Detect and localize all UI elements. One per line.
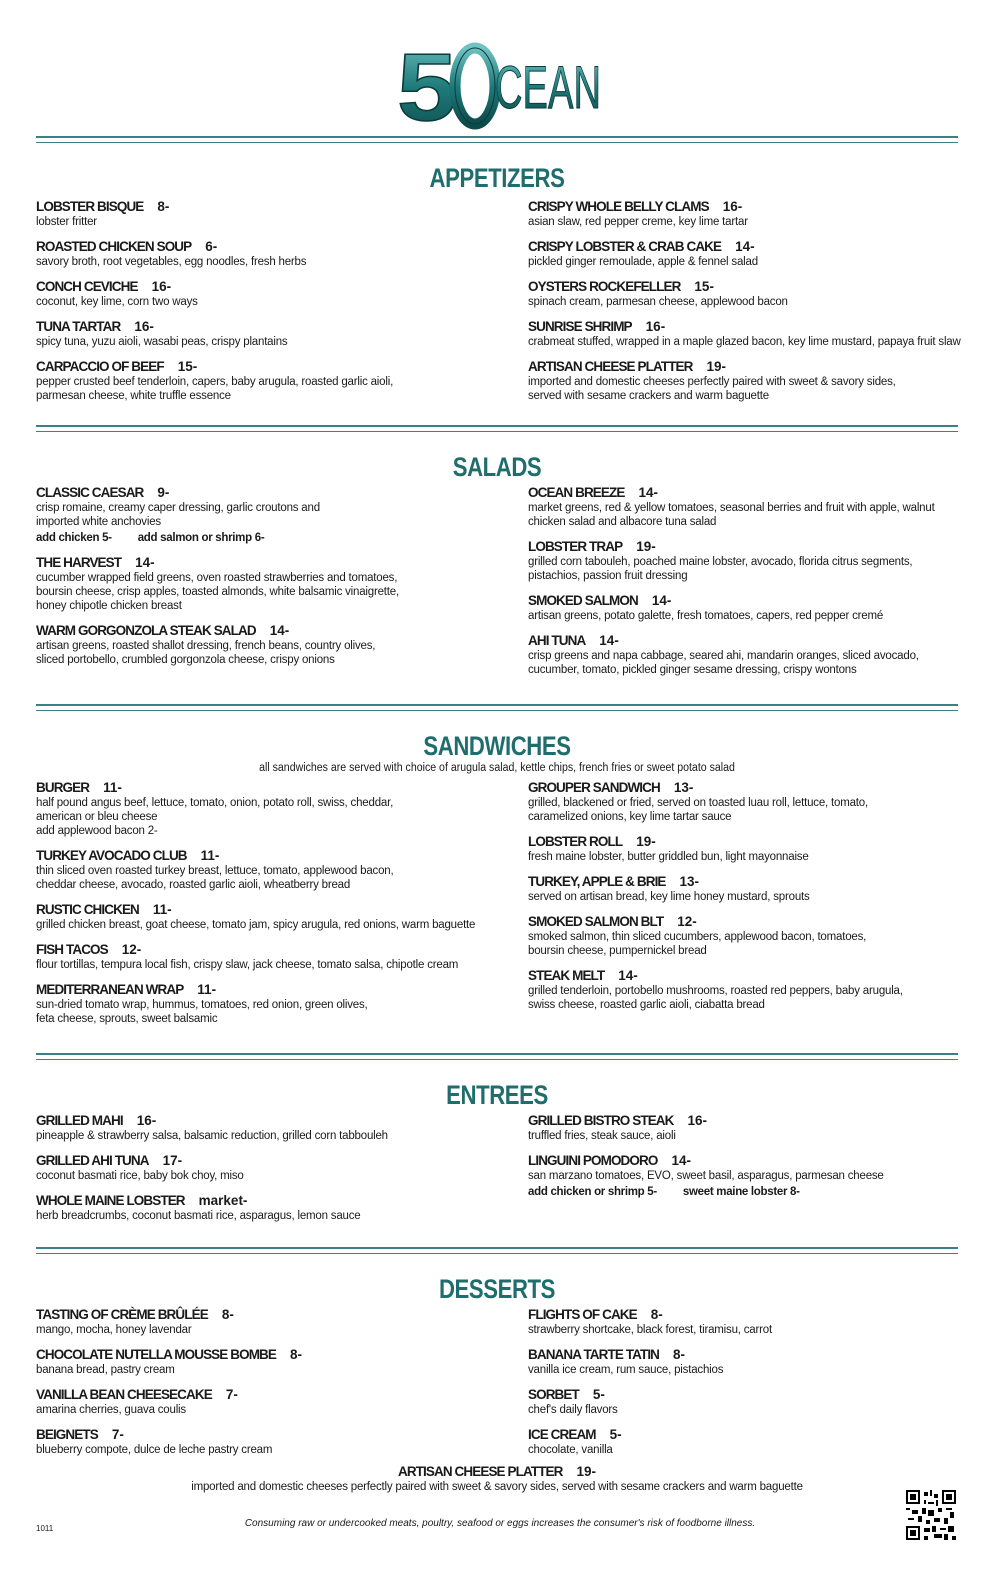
item-price: 13- [673, 780, 694, 795]
item-price: 14- [269, 623, 290, 638]
item-description: smoked salmon, thin sliced cucumbers, applewood bacon, tomatoes, boursin cheese, pumpernickel bread [528, 931, 867, 957]
item-name: TASTING OF CRÈME BRÛLÉE [36, 1307, 208, 1322]
menu-item [36, 1193, 476, 1223]
addon-option: sweet maine lobster 8- [682, 1186, 800, 1198]
item-name: RUSTIC CHICKEN [36, 902, 139, 917]
item-name: TURKEY AVOCADO CLUB [36, 848, 187, 863]
item-addons [36, 531, 476, 545]
item-header [36, 1387, 476, 1403]
item-name: WARM GORGONZOLA STEAK SALAD [36, 623, 256, 638]
menu-item [36, 982, 476, 1026]
item-price: 14- [671, 1153, 691, 1168]
item-header [528, 1387, 968, 1403]
item-description: grilled corn tabouleh, poached maine lobster, avocado, florida citrus segments, pistachios, passion fruit dressing [528, 556, 913, 582]
item-name: LOBSTER TRAP [528, 539, 623, 554]
item-header [36, 239, 476, 255]
menu-item [36, 902, 476, 932]
item-description: san marzano tomatoes, EVO, sweet basil, asparagus, parmesan cheese [528, 1170, 884, 1182]
item-header [528, 279, 968, 295]
item-name: WHOLE MAINE LOBSTER [36, 1193, 185, 1208]
section-title: APPETIZERS [429, 163, 565, 193]
item-price: market- [198, 1193, 248, 1208]
item-price: 6- [205, 239, 218, 254]
addon-option: add chicken 5- [36, 532, 112, 544]
appetizers-left-column [36, 199, 476, 413]
item-price: 17- [162, 1153, 183, 1168]
menu-item [36, 485, 476, 545]
item-price: 16- [134, 319, 154, 334]
menu-item [36, 199, 476, 229]
item-header [528, 539, 968, 555]
item-header [36, 982, 476, 998]
item-header [528, 239, 968, 255]
item-name: OYSTERS ROCKEFELLER [528, 279, 681, 294]
section-divider [36, 704, 958, 711]
item-name: CRISPY WHOLE BELLY CLAMS [528, 199, 709, 214]
item-name: GRILLED MAHI [36, 1113, 123, 1128]
item-header [528, 1347, 968, 1363]
item-description: mango, mocha, honey lavendar [36, 1324, 192, 1336]
desserts-right-column [528, 1307, 968, 1467]
menu-item [528, 1387, 968, 1417]
menu-item [528, 1153, 968, 1199]
item-header [528, 834, 968, 850]
item-name: BEIGNETS [36, 1427, 98, 1442]
item-name: SMOKED SALMON [528, 593, 638, 608]
menu-item [36, 623, 476, 667]
svg-text:5: 5 [397, 34, 457, 141]
item-price: 16- [645, 319, 666, 334]
item-name: BURGER [36, 780, 90, 795]
item-addons [528, 1185, 968, 1199]
section-note: all sandwiches are served with choice of arugula salad, kettle chips, french fries or sweet potato salad [259, 762, 735, 774]
item-price: 7- [111, 1427, 124, 1442]
item-description: amarina cherries, guava coulis [36, 1404, 186, 1416]
item-price: 9- [157, 485, 170, 500]
item-name: SUNRISE SHRIMP [528, 319, 632, 334]
logo-image [395, 28, 605, 141]
menu-item [528, 1347, 968, 1377]
menu-item [36, 1387, 476, 1417]
item-header [36, 1307, 476, 1323]
item-name: GRILLED AHI TUNA [36, 1153, 149, 1168]
item-description: flour tortillas, tempura local fish, crispy slaw, jack cheese, tomato salsa, chipotle cream [36, 959, 459, 971]
item-price: 11- [197, 982, 217, 997]
svg-text:CEAN: CEAN [495, 54, 601, 121]
menu-item [528, 319, 968, 349]
item-description: imported and domestic cheeses perfectly paired with sweet & savory sides, served with sesame crackers and warm baguette [191, 1481, 803, 1493]
item-price: 8- [221, 1307, 234, 1322]
menu-item [36, 359, 476, 403]
item-header [528, 1153, 968, 1169]
item-name: TUNA TARTAR [36, 319, 121, 334]
item-header [36, 942, 476, 958]
item-price: 5- [609, 1427, 622, 1442]
item-name: BANANA TARTE TATIN [528, 1347, 660, 1362]
section-title: SANDWICHES [423, 731, 571, 761]
item-price: 14- [651, 593, 672, 608]
item-description: pickled ginger remoulade, apple & fennel salad [528, 256, 758, 268]
item-header [36, 1464, 958, 1480]
menu-item [528, 914, 968, 958]
desserts-left-column [36, 1307, 476, 1467]
item-price: 19- [636, 834, 656, 849]
menu-item [36, 780, 476, 838]
item-description: vanilla ice cream, rum sauce, pistachios [528, 1364, 724, 1376]
item-header [528, 1307, 968, 1323]
item-price: 8- [673, 1347, 686, 1362]
item-header [528, 199, 968, 215]
sandwiches-left-column [36, 780, 476, 1036]
item-header [528, 593, 968, 609]
item-header [528, 874, 968, 890]
item-price: 11- [103, 780, 122, 795]
item-name: LOBSTER BISQUE [36, 199, 144, 214]
item-name: CHOCOLATE NUTELLA MOUSSE BOMBE [36, 1347, 276, 1362]
item-header [36, 780, 476, 796]
salads-right-column [528, 485, 968, 687]
item-name: VANILLA BEAN CHEESECAKE [36, 1387, 212, 1402]
menu-item [36, 848, 476, 892]
menu-item [36, 555, 476, 613]
item-description: pineapple & strawberry salsa, balsamic reduction, grilled corn tabbouleh [36, 1130, 388, 1142]
item-header [36, 1427, 476, 1443]
item-price: 14- [618, 968, 638, 983]
sandwiches-section [36, 704, 958, 1025]
item-description: lobster fritter [36, 216, 97, 228]
item-name: GRILLED BISTRO STEAK [528, 1113, 674, 1128]
item-price: 12- [121, 942, 142, 957]
desserts-section [36, 1247, 958, 1493]
item-description: crisp romaine, creamy caper dressing, garlic croutons and imported white anchovies [36, 502, 320, 528]
item-price: 16- [687, 1113, 708, 1128]
item-header [36, 623, 476, 639]
item-price: 14- [735, 239, 755, 254]
item-price: 15- [694, 279, 714, 294]
item-name: STEAK MELT [528, 968, 605, 983]
item-name: CLASSIC CAESAR [36, 485, 144, 500]
menu-item [36, 1307, 476, 1337]
item-header [528, 1427, 968, 1443]
item-description: thin sliced oven roasted turkey breast, lettuce, tomato, applewood bacon, cheddar cheese, avocado, roasted garlic aioli, wheatberry bread [36, 865, 394, 891]
item-price: 8- [290, 1347, 303, 1362]
item-header [528, 780, 968, 796]
menu-item [528, 239, 968, 269]
section-title: DESSERTS [438, 1274, 556, 1304]
section-divider [36, 136, 958, 143]
menu-item [528, 359, 968, 403]
item-name: FISH TACOS [36, 942, 108, 957]
addon-option: add chicken or shrimp 5- [528, 1186, 657, 1198]
item-header [528, 485, 968, 501]
item-header [36, 555, 476, 571]
item-description: chocolate, vanilla [528, 1444, 613, 1456]
item-name: CONCH CEVICHE [36, 279, 138, 294]
item-price: 5- [592, 1387, 605, 1402]
item-header [36, 279, 476, 295]
section-divider [36, 1053, 958, 1060]
item-description: artisan greens, roasted shallot dressing, french beans, country olives, sliced portobello, crumbled gorgonzola cheese, crispy onions [36, 640, 376, 666]
item-price: 15- [177, 359, 198, 374]
item-name: LINGUINI POMODORO [528, 1153, 658, 1168]
item-header [36, 359, 476, 375]
item-description: crabmeat stuffed, wrapped in a maple glazed bacon, key lime mustard, papaya fruit slaw [528, 336, 961, 348]
item-header [36, 485, 476, 501]
item-description: market greens, red & yellow tomatoes, seasonal berries and fruit with apple, walnut chicken salad and albacore tuna salad [528, 502, 935, 528]
menu-item [528, 834, 968, 864]
item-price: 12- [677, 914, 697, 929]
item-name: GROUPER SANDWICH [528, 780, 660, 795]
sandwiches-right-column [528, 780, 968, 1022]
item-header [36, 1153, 476, 1169]
item-description: served on artisan bread, key lime honey mustard, sprouts [528, 891, 810, 903]
item-description: crisp greens and napa cabbage, seared ahi, mandarin oranges, sliced avocado, cucumber, tomato, pickled ginger sesame dressing, crispy wontons [528, 650, 919, 676]
menu-item [36, 279, 476, 309]
menu-item [36, 1347, 476, 1377]
menu-item [36, 942, 476, 972]
item-price: 11- [152, 902, 172, 917]
item-description: grilled, blackened or fried, served on toasted luau roll, lettuce, tomato, caramelized onions, key lime tartar sauce [528, 797, 868, 823]
menu-item [528, 968, 968, 1012]
item-name: AHI TUNA [528, 633, 586, 648]
item-name: LOBSTER ROLL [528, 834, 623, 849]
entrees-right-column [528, 1113, 968, 1209]
item-price: 19- [636, 539, 656, 554]
item-name: TURKEY, APPLE & BRIE [528, 874, 666, 889]
item-description: coconut, key lime, corn two ways [36, 296, 198, 308]
item-description: imported and domestic cheeses perfectly paired with sweet & savory sides, served with sesame crackers and warm baguette [528, 376, 896, 402]
item-price: 7- [225, 1387, 238, 1402]
menu-item [528, 279, 968, 309]
menu-item [36, 1427, 476, 1457]
entrees-section [36, 1053, 958, 1222]
menu-item-featured [36, 1464, 958, 1494]
item-header [36, 319, 476, 335]
appetizers-section [36, 136, 961, 402]
item-header [36, 1193, 476, 1209]
section-title: ENTREES [446, 1080, 548, 1110]
item-header [36, 902, 476, 918]
menu-item [528, 199, 968, 229]
item-price: 8- [157, 199, 170, 214]
item-header [36, 1347, 476, 1363]
menu-item [528, 485, 968, 529]
menu-item [36, 239, 476, 269]
menu-item [36, 1113, 476, 1143]
section-divider [36, 1247, 958, 1254]
item-name: OCEAN BREEZE [528, 485, 625, 500]
salads-section [36, 425, 958, 676]
item-description: grilled tenderloin, portobello mushrooms, roasted red peppers, baby arugula, swiss cheese, roasted garlic aioli, ciabatta bread [528, 985, 903, 1011]
item-name: MEDITERRANEAN WRAP [36, 982, 184, 997]
item-header [528, 914, 968, 930]
item-description: sun-dried tomato wrap, hummus, tomatoes, red onion, green olives, feta cheese, sprouts, sweet balsamic [36, 999, 368, 1025]
item-description: half pound angus beef, lettuce, tomato, onion, potato roll, swiss, cheddar, american or bleu cheese add applewood bacon 2- [36, 797, 394, 837]
item-price: 14- [638, 485, 658, 500]
item-description: spinach cream, parmesan cheese, applewood bacon [528, 296, 788, 308]
section-title: SALADS [452, 452, 542, 482]
menu-item [528, 1307, 968, 1337]
item-name: ARTISAN CHEESE PLATTER [398, 1464, 563, 1479]
item-name: CARPACCIO OF BEEF [36, 359, 164, 374]
item-price: 16- [151, 279, 172, 294]
item-name: SORBET [528, 1387, 579, 1402]
item-price: 16- [136, 1113, 157, 1128]
item-description: truffled fries, steak sauce, aioli [528, 1130, 676, 1142]
salads-left-column [36, 485, 476, 677]
menu-item [528, 539, 968, 583]
item-header [528, 1113, 968, 1129]
item-header [528, 359, 968, 375]
item-description: pepper crusted beef tenderloin, capers, baby arugula, roasted garlic aioli, parmesan cheese, white truffle essence [36, 376, 394, 402]
item-name: ICE CREAM [528, 1427, 596, 1442]
item-header [528, 968, 968, 984]
item-header [36, 1113, 476, 1129]
qr-code-icon[interactable] [906, 1490, 956, 1540]
item-name: ROASTED CHICKEN SOUP [36, 239, 192, 254]
section-divider [36, 425, 958, 432]
menu-item [528, 874, 968, 904]
item-description: savory broth, root vegetables, egg noodles, fresh herbs [36, 256, 307, 268]
item-price: 19- [706, 359, 726, 374]
item-description: artisan greens, potato galette, fresh tomatoes, capers, red pepper cremé [528, 610, 884, 622]
item-header [528, 319, 968, 335]
item-name: ARTISAN CHEESE PLATTER [528, 359, 693, 374]
item-header [36, 199, 476, 215]
menu-item [528, 1113, 968, 1143]
item-name: SMOKED SALMON BLT [528, 914, 664, 929]
item-description: blueberry compote, dulce de leche pastry cream [36, 1444, 273, 1456]
appetizers-right-column [528, 199, 968, 413]
item-description: strawberry shortcake, black forest, tiramisu, carrot [528, 1324, 772, 1336]
item-description: chef's daily flavors [528, 1404, 618, 1416]
menu-item [36, 319, 476, 349]
entrees-left-column [36, 1113, 476, 1233]
item-description: coconut basmati rice, baby bok choy, miso [36, 1170, 244, 1182]
item-header [36, 848, 476, 864]
logo [0, 28, 1000, 141]
item-name: CRISPY LOBSTER & CRAB CAKE [528, 239, 722, 254]
menu-item [528, 1427, 968, 1457]
item-price: 14- [135, 555, 155, 570]
item-price: 8- [650, 1307, 663, 1322]
menu-item [528, 780, 968, 824]
item-description: cucumber wrapped field greens, oven roasted strawberries and tomatoes, boursin cheese, crisp apples, toasted almonds, white balsamic vinaigrette, honey chipotle chicken breast [36, 572, 399, 612]
menu-code: 1011 [36, 1524, 54, 1533]
item-description: grilled chicken breast, goat cheese, tomato jam, spicy arugula, red onions, warm baguette [36, 919, 476, 931]
item-description: banana bread, pastry cream [36, 1364, 175, 1376]
item-price: 19- [576, 1464, 596, 1479]
addon-option: add salmon or shrimp 6- [137, 532, 265, 544]
item-price: 14- [599, 633, 619, 648]
item-description: spicy tuna, yuzu aioli, wasabi peas, crispy plantains [36, 336, 288, 348]
menu-item [36, 1153, 476, 1183]
item-description: herb breadcrumbs, coconut basmati rice, asparagus, lemon sauce [36, 1210, 361, 1222]
item-header [528, 633, 968, 649]
menu-item [528, 633, 968, 677]
item-price: 16- [722, 199, 743, 214]
item-description: asian slaw, red pepper creme, key lime tartar [528, 216, 748, 228]
allergy-disclaimer: Consuming raw or undercooked meats, poultry, seafood or eggs increases the consumer's risk of foodborne illness. [244, 1518, 756, 1529]
item-price: 13- [679, 874, 700, 889]
item-description: fresh maine lobster, butter griddled bun, light mayonnaise [528, 851, 809, 863]
menu-item [528, 593, 968, 623]
item-name: FLIGHTS OF CAKE [528, 1307, 637, 1322]
item-price: 11- [200, 848, 220, 863]
item-name: THE HARVEST [36, 555, 122, 570]
